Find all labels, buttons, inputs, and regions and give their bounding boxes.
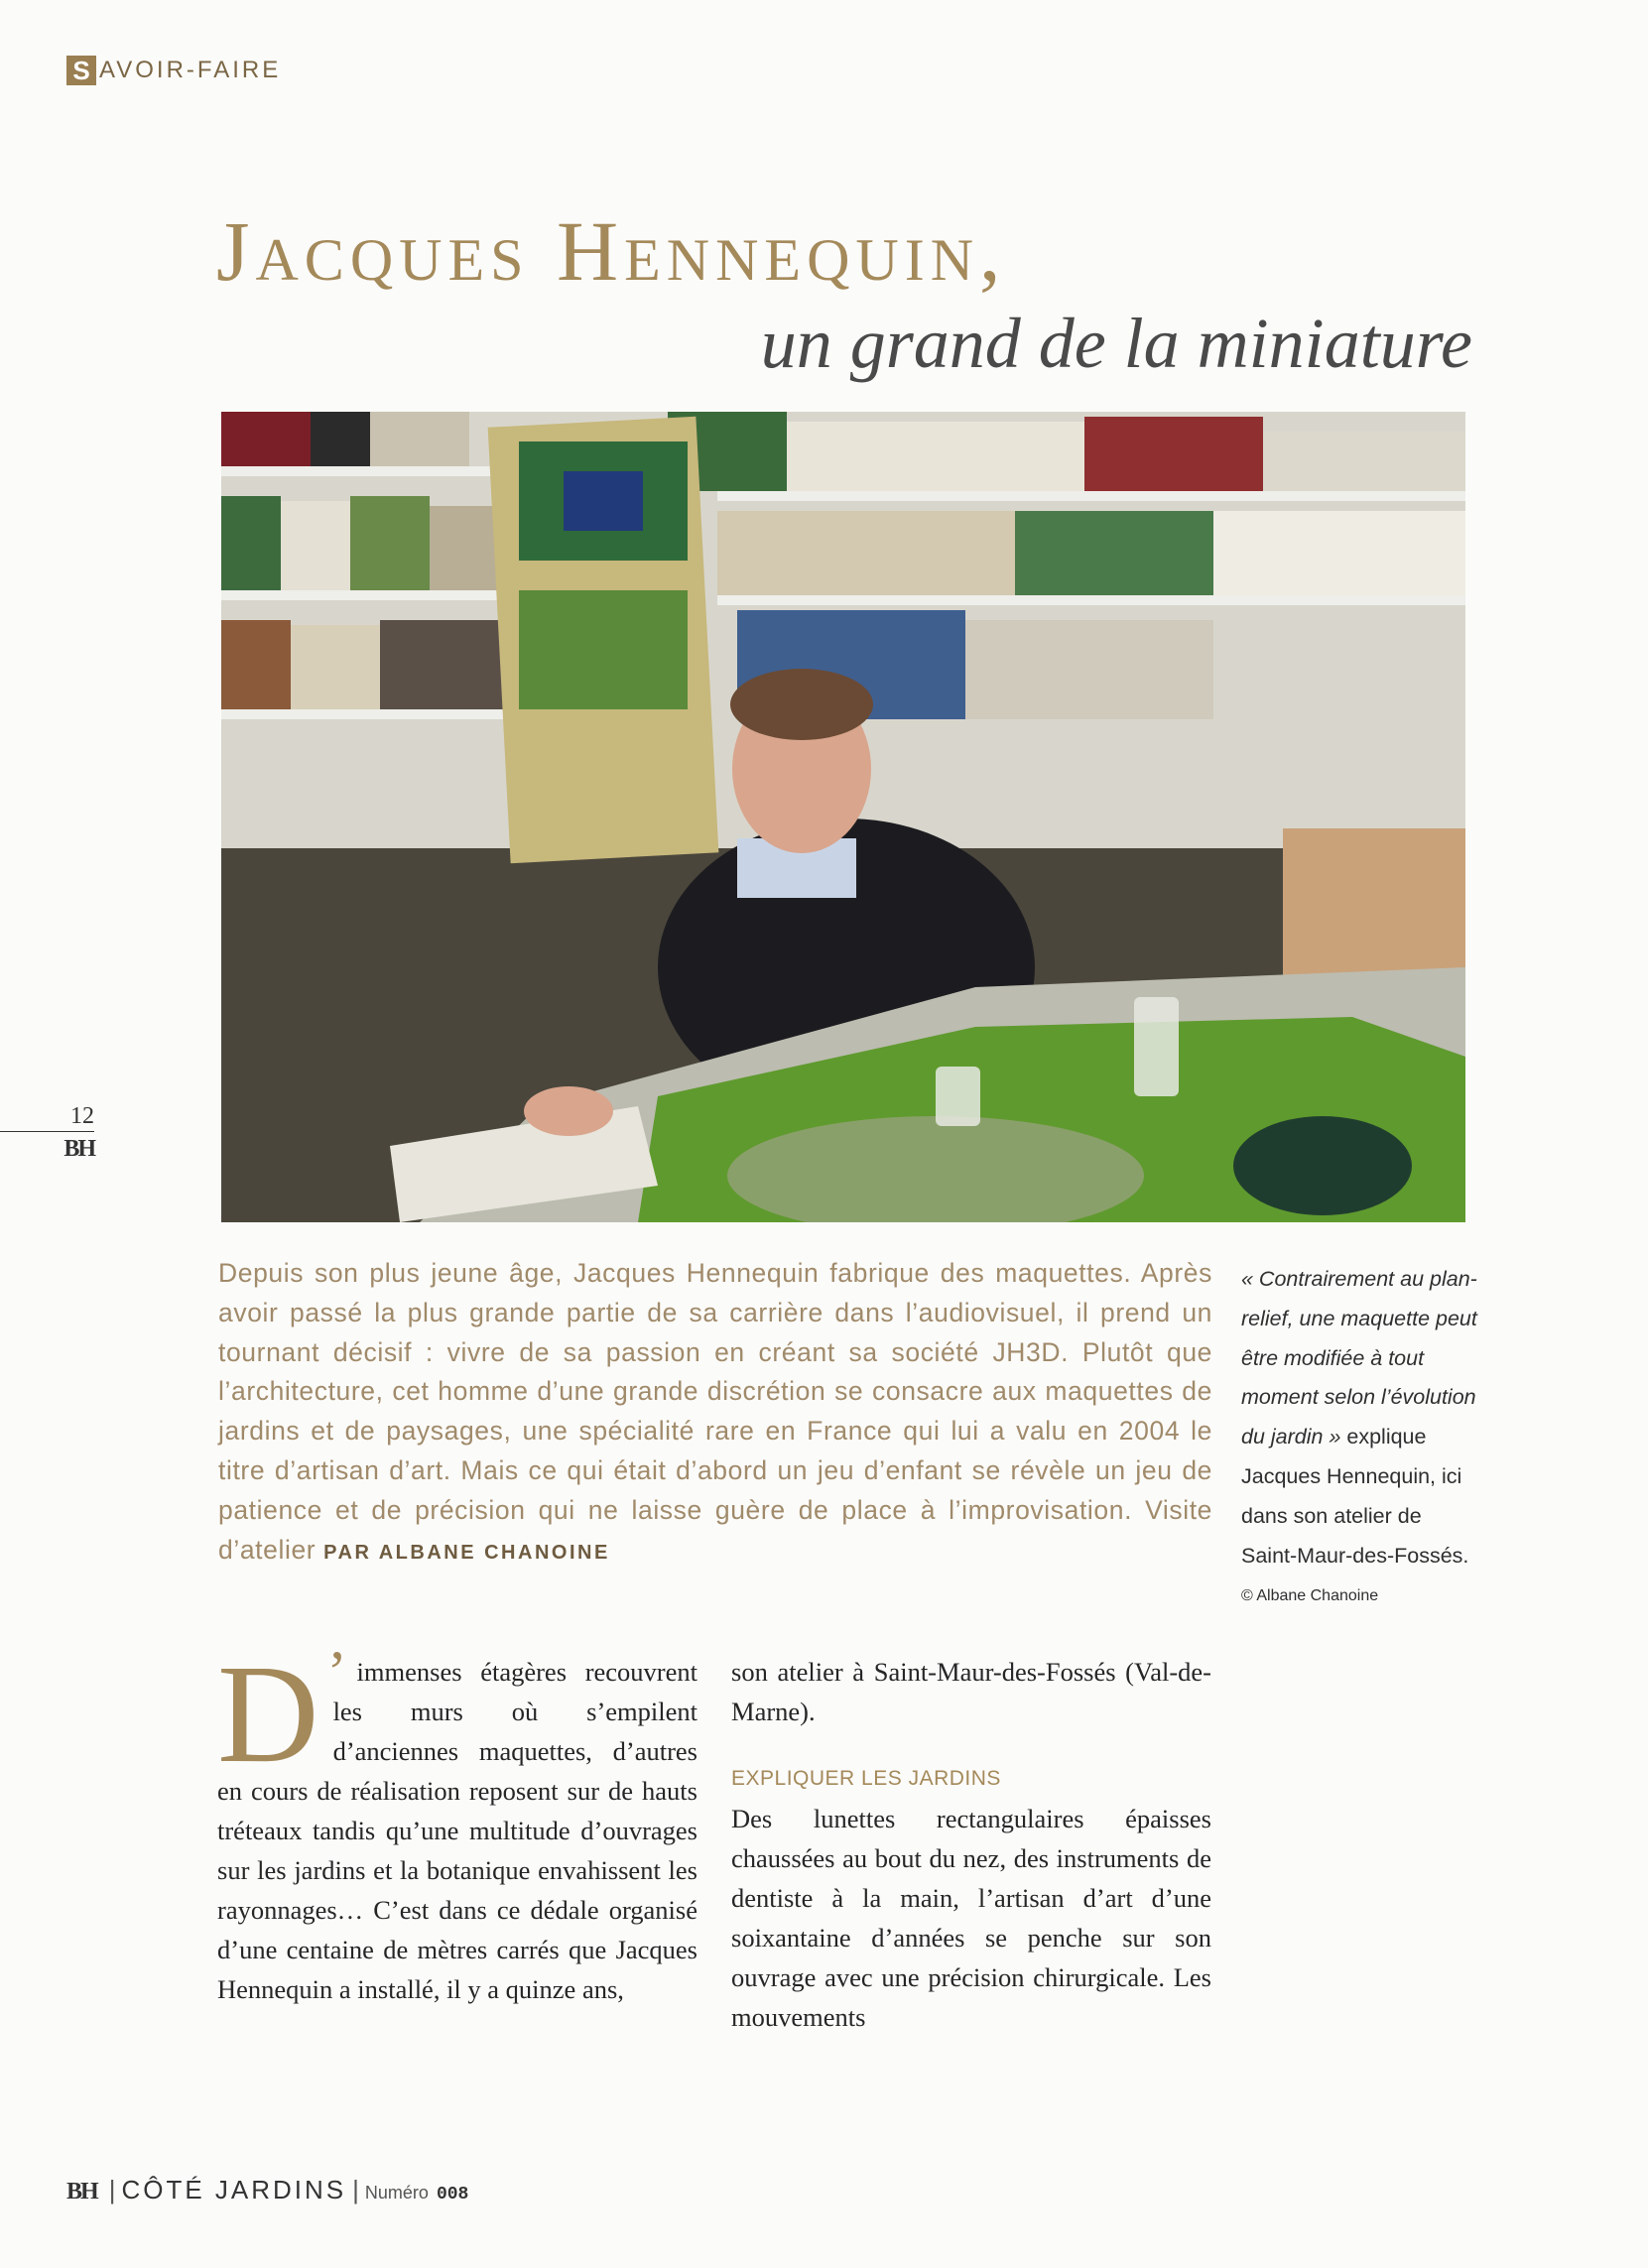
photo-caption (1241, 1260, 1479, 1611)
section-label: AVOIR-FAIRE (99, 57, 282, 83)
caption-quote: « Contrairement au plan-relief, une maquette peut être modifiée à tout moment selon l’évolution du jardin » (1241, 1267, 1477, 1449)
folio-logo: BH (63, 1136, 94, 1162)
page-footer (66, 2175, 468, 2205)
issue-label: Numéro (364, 2183, 429, 2203)
section-subhead: EXPLIQUER LES JARDINS (731, 1767, 1001, 1790)
section-header (66, 56, 281, 85)
page-number: 12 (70, 1103, 94, 1129)
footer-logo: BH (66, 2179, 97, 2205)
page-folio (0, 1103, 94, 1163)
article-intro (218, 1254, 1212, 1573)
body-text-col2: Des lunettes rectangulaires épaisses chaussées au bout du nez, des instruments de dentiste à la main, l’artisan d’art d’une soixantaine d’années se penche sur son ouvrage avec une précision chirurgicale. Les mouvements (731, 1804, 1211, 2032)
article-subtitle: un grand de la miniature (760, 304, 1472, 383)
footer-divider: | (108, 2175, 116, 2205)
body-text-col1: immenses étagères recouvrent les murs où s’empilent d’anciennes maquettes, d’autres en cours de réalisation reposent sur de hauts tréteaux tandis qu’une multitude d’ouvrages sur les jardins et la botanique envahissent les rayonnages… C’est dans ce dédale organisé d’une centaine de mètres carrés que Jacques Hennequin a installé, il y a quinze ans, (217, 1657, 697, 2004)
issue-number: 008 (436, 2185, 469, 2205)
drop-cap-apostrophe: ’ (326, 1639, 347, 1704)
intro-text: Depuis son plus jeune âge, Jacques Hennequin fabrique des maquettes. Après avoir passé la plus grande partie de sa carrière dans l’audiovisuel, il prend un tournant décisif : vivre de sa passion en créant sa société JH3D. Plutôt que l’architecture, cet homme d’une grande discrétion se consacre aux maquettes de jardins et de paysages, une spécialité rare en France qui lui a valu en 2004 le titre d’artisan d’art. Mais ce qui était d’abord un jeu d’enfant se révèle un jeu de patience et de précision qui ne laisse guère de place à l’improvisation. Visite d’atelier (218, 1258, 1212, 1565)
article-byline: PAR ALBANE CHANOINE (323, 1541, 610, 1564)
drop-cap: D (217, 1635, 319, 1792)
article-title: Jacques Hennequin, (216, 203, 1007, 299)
caption-text: explique Jacques Hennequin, ici dans son atelier de Saint-Maur-des-Fossés. (1241, 1425, 1469, 1568)
footer-divider-2: | (352, 2175, 359, 2205)
folio-rule (0, 1131, 94, 1132)
magazine-name: CÔTÉ JARDINS (121, 2175, 347, 2205)
body-column-2 (731, 1652, 1211, 2037)
section-initial: S (66, 56, 96, 85)
photo-credit: © Albane Chanoine (1241, 1587, 1379, 1605)
body-text-col2-start: son atelier à Saint-Maur-des-Fossés (Val-de-Marne). (731, 1657, 1211, 1726)
body-column-1 (217, 1635, 697, 2009)
workshop-photo (221, 412, 1465, 1222)
